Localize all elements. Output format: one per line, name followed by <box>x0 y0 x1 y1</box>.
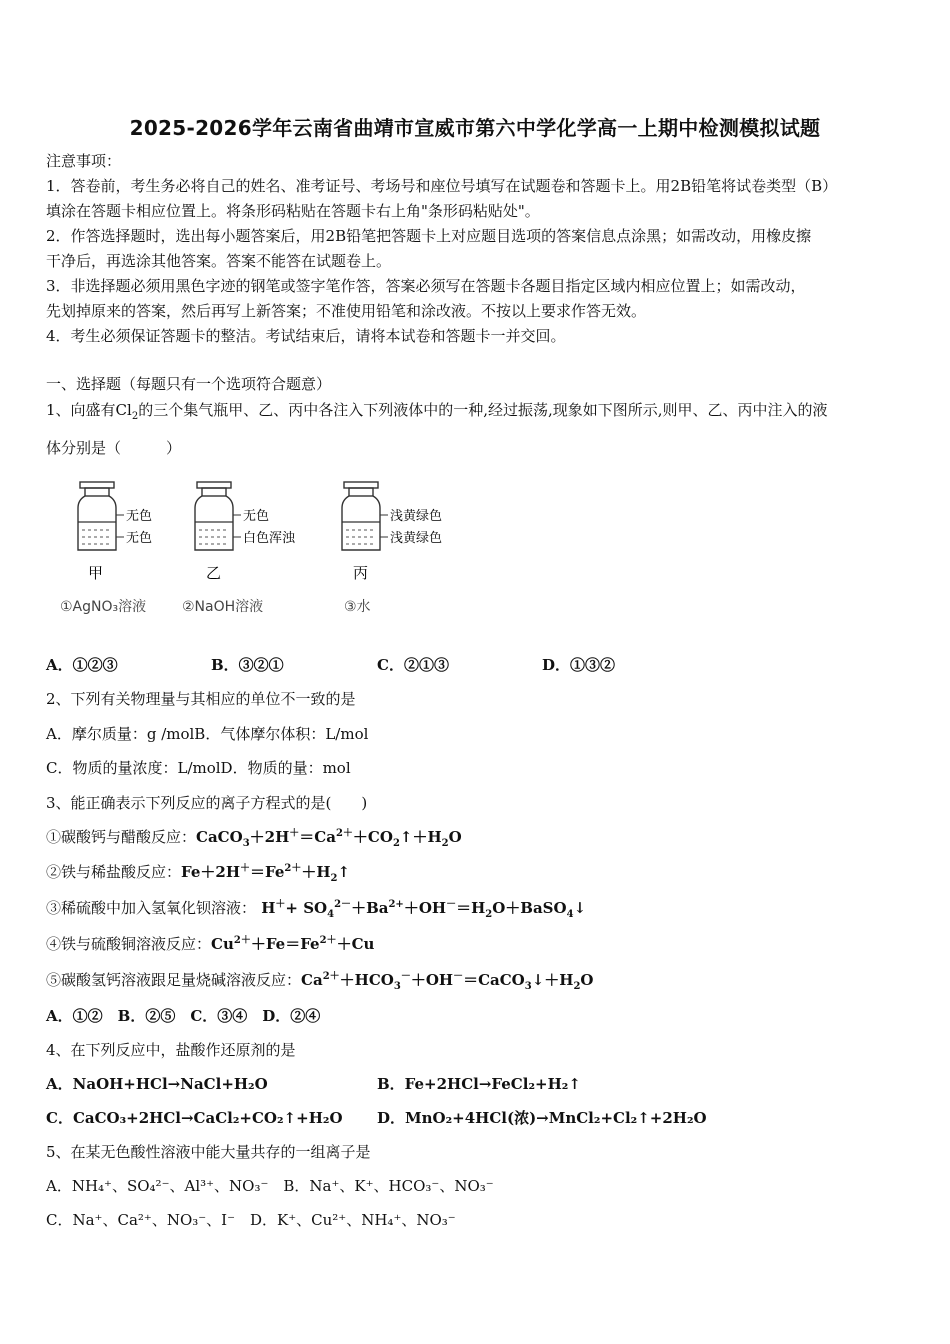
q3-item-5-eq: $Ca^{2+}+HCO_3^-+OH^-=CaCO_3↓+H_2O$ <box>301 971 594 992</box>
jar-yi-name: 乙 <box>206 564 222 582</box>
q1-option-b: B．③②① <box>211 656 284 674</box>
q3-item-4-label: ④铁与硫酸铜溶液反应： <box>46 935 212 953</box>
q2-stem: 2、下列有关物理量与其相应的单位不一致的是 <box>46 690 356 708</box>
jar-bing-top-label: 浅黄绿色 <box>390 509 443 524</box>
q3-item-5 <box>46 969 594 991</box>
q1-stem <box>46 399 828 421</box>
q4-option-b: B．Fe+2HCl→FeCl₂+H₂↑ <box>377 1075 581 1093</box>
q3-item-3 <box>46 897 586 919</box>
page-title: 2025-2026学年云南省曲靖市宣威市第六中学化学高一上期中检测模拟试题 <box>129 116 821 140</box>
q3-item-4 <box>46 933 374 955</box>
q3-stem: 3、能正确表示下列反应的离子方程式的是( ) <box>46 794 368 812</box>
q1-stem-b: 的三个集气瓶甲、乙、丙中各注入下列液体中的一种,经过振荡,现象如下图所示,则甲、乙、丙中注入的液 <box>138 401 828 419</box>
q1-option-a: A．①②③ <box>46 656 118 674</box>
q3-item-2-label: ②铁与稀盐酸反应： <box>46 863 182 881</box>
q3-options: A．①② B．②⑤ C．③④ D．②④ <box>46 1007 321 1025</box>
q2-options-ab: A．摩尔质量：g /molB．气体摩尔体积：L/mol <box>46 725 369 743</box>
section-heading: 一、选择题（每题只有一个选项符合题意） <box>46 375 332 393</box>
q5-options-cd: C．Na⁺、Ca²⁺、NO₃⁻、I⁻ D．K⁺、Cu²⁺、NH₄⁺、NO₃⁻ <box>46 1211 456 1229</box>
q1-option-d: D．①③② <box>542 656 616 674</box>
jar-jia <box>60 482 152 615</box>
q3-item-4-eq: $Cu^{2+}+Fe=Fe^{2+}+Cu$ <box>211 935 375 953</box>
q4-stem: 4、在下列反应中，盐酸作还原剂的是 <box>46 1041 296 1059</box>
jar-bing <box>342 482 442 615</box>
q4-option-a: A．NaOH+HCl→NaCl+H₂O <box>46 1075 268 1093</box>
jar-jia-liquid: ①AgNO₃溶液 <box>60 599 147 615</box>
notice-item-3-cont: 先划掉原来的答案，然后再写上新答案；不准使用铅笔和涂改液。不按以上要求作答无效。 <box>46 302 647 320</box>
notice-item-1: 1．答卷前，考生务必将自己的姓名、准考证号、考场号和座位号填写在试题卷和答题卡上。用2B铅笔将试卷类型（B） <box>46 177 838 195</box>
q1-stem-cont: 体分别是（ ） <box>46 439 182 457</box>
jar-yi <box>182 482 296 615</box>
jar-jia-top-label: 无色 <box>126 509 153 524</box>
notice-item-2: 2．作答选择题时，选出每小题答案后，用2B铅笔把答题卡上对应题目选项的答案信息点涂黑；如需改动，用橡皮擦 <box>46 227 812 245</box>
gas-jar-figure <box>60 478 480 628</box>
q5-stem: 5、在某无色酸性溶液中能大量共存的一组离子是 <box>46 1143 371 1161</box>
q1-option-c: C．②①③ <box>377 656 449 674</box>
jar-yi-liquid: ②NaOH溶液 <box>182 599 264 615</box>
jar-bing-bottom-label: 浅黄绿色 <box>390 531 443 546</box>
q1-stem-sub: 2 <box>131 411 139 422</box>
notice-item-2-cont: 干净后，再选涂其他答案。答案不能答在试题卷上。 <box>46 252 392 270</box>
q1-stem-a: 1、向盛有Cl <box>46 401 132 419</box>
q3-item-5-label: ⑤碳酸氢钙溶液跟足量烧碱溶液反应： <box>46 971 302 989</box>
jar-yi-top-label: 无色 <box>243 509 270 524</box>
q4-option-c: C．CaCO₃+2HCl→CaCl₂+CO₂↑+H₂O <box>46 1109 343 1127</box>
notice-heading: 注意事项： <box>46 152 122 170</box>
notice-item-1-cont: 填涂在答题卡相应位置上。将条形码粘贴在答题卡右上角"条形码粘贴处"。 <box>46 202 540 220</box>
q3-item-3-eq: $H^++ SO_4^{2-}+Ba^{2+}+OH^-=H_2O+BaSO_4↓$ <box>256 899 587 920</box>
jar-jia-bottom-label: 无色 <box>126 531 153 546</box>
jar-yi-bottom-label: 白色浑浊 <box>243 531 296 546</box>
q3-item-3-label: ③稀硫酸中加入氢氧化钡溶液： <box>46 899 257 917</box>
q3-item-1-eq: $CaCO_3+2H^+=Ca^{2+}+CO_2↑+H_2O$ <box>196 828 462 849</box>
jar-jia-name: 甲 <box>88 564 104 582</box>
q5-options-ab: A．NH₄⁺、SO₄²⁻、Al³⁺、NO₃⁻ B．Na⁺、K⁺、HCO₃⁻、NO₃⁻ <box>46 1177 494 1195</box>
notice-item-4: 4．考生必须保证答题卡的整洁。考试结束后，请将本试卷和答题卡一并交回。 <box>46 327 566 345</box>
q2-options-cd: C．物质的量浓度：L/molD．物质的量：mol <box>46 759 351 777</box>
notice-item-3: 3．非选择题必须用黑色字迹的钢笔或签字笔作答，答案必须写在答题卡各题目指定区域内相应位置上；如需改动， <box>46 277 806 295</box>
jar-bing-name: 丙 <box>353 564 369 582</box>
jar-bing-liquid: ③水 <box>344 599 371 615</box>
q4-option-d: D．MnO₂+4HCl(浓)→MnCl₂+Cl₂↑+2H₂O <box>377 1109 707 1127</box>
q3-item-2 <box>46 861 350 883</box>
q3-item-1-label: ①碳酸钙与醋酸反应： <box>46 828 197 846</box>
q3-item-1 <box>46 826 462 848</box>
q3-item-2-eq: $Fe+2H^+=Fe^{2+}+H_2↑$ <box>181 863 351 884</box>
